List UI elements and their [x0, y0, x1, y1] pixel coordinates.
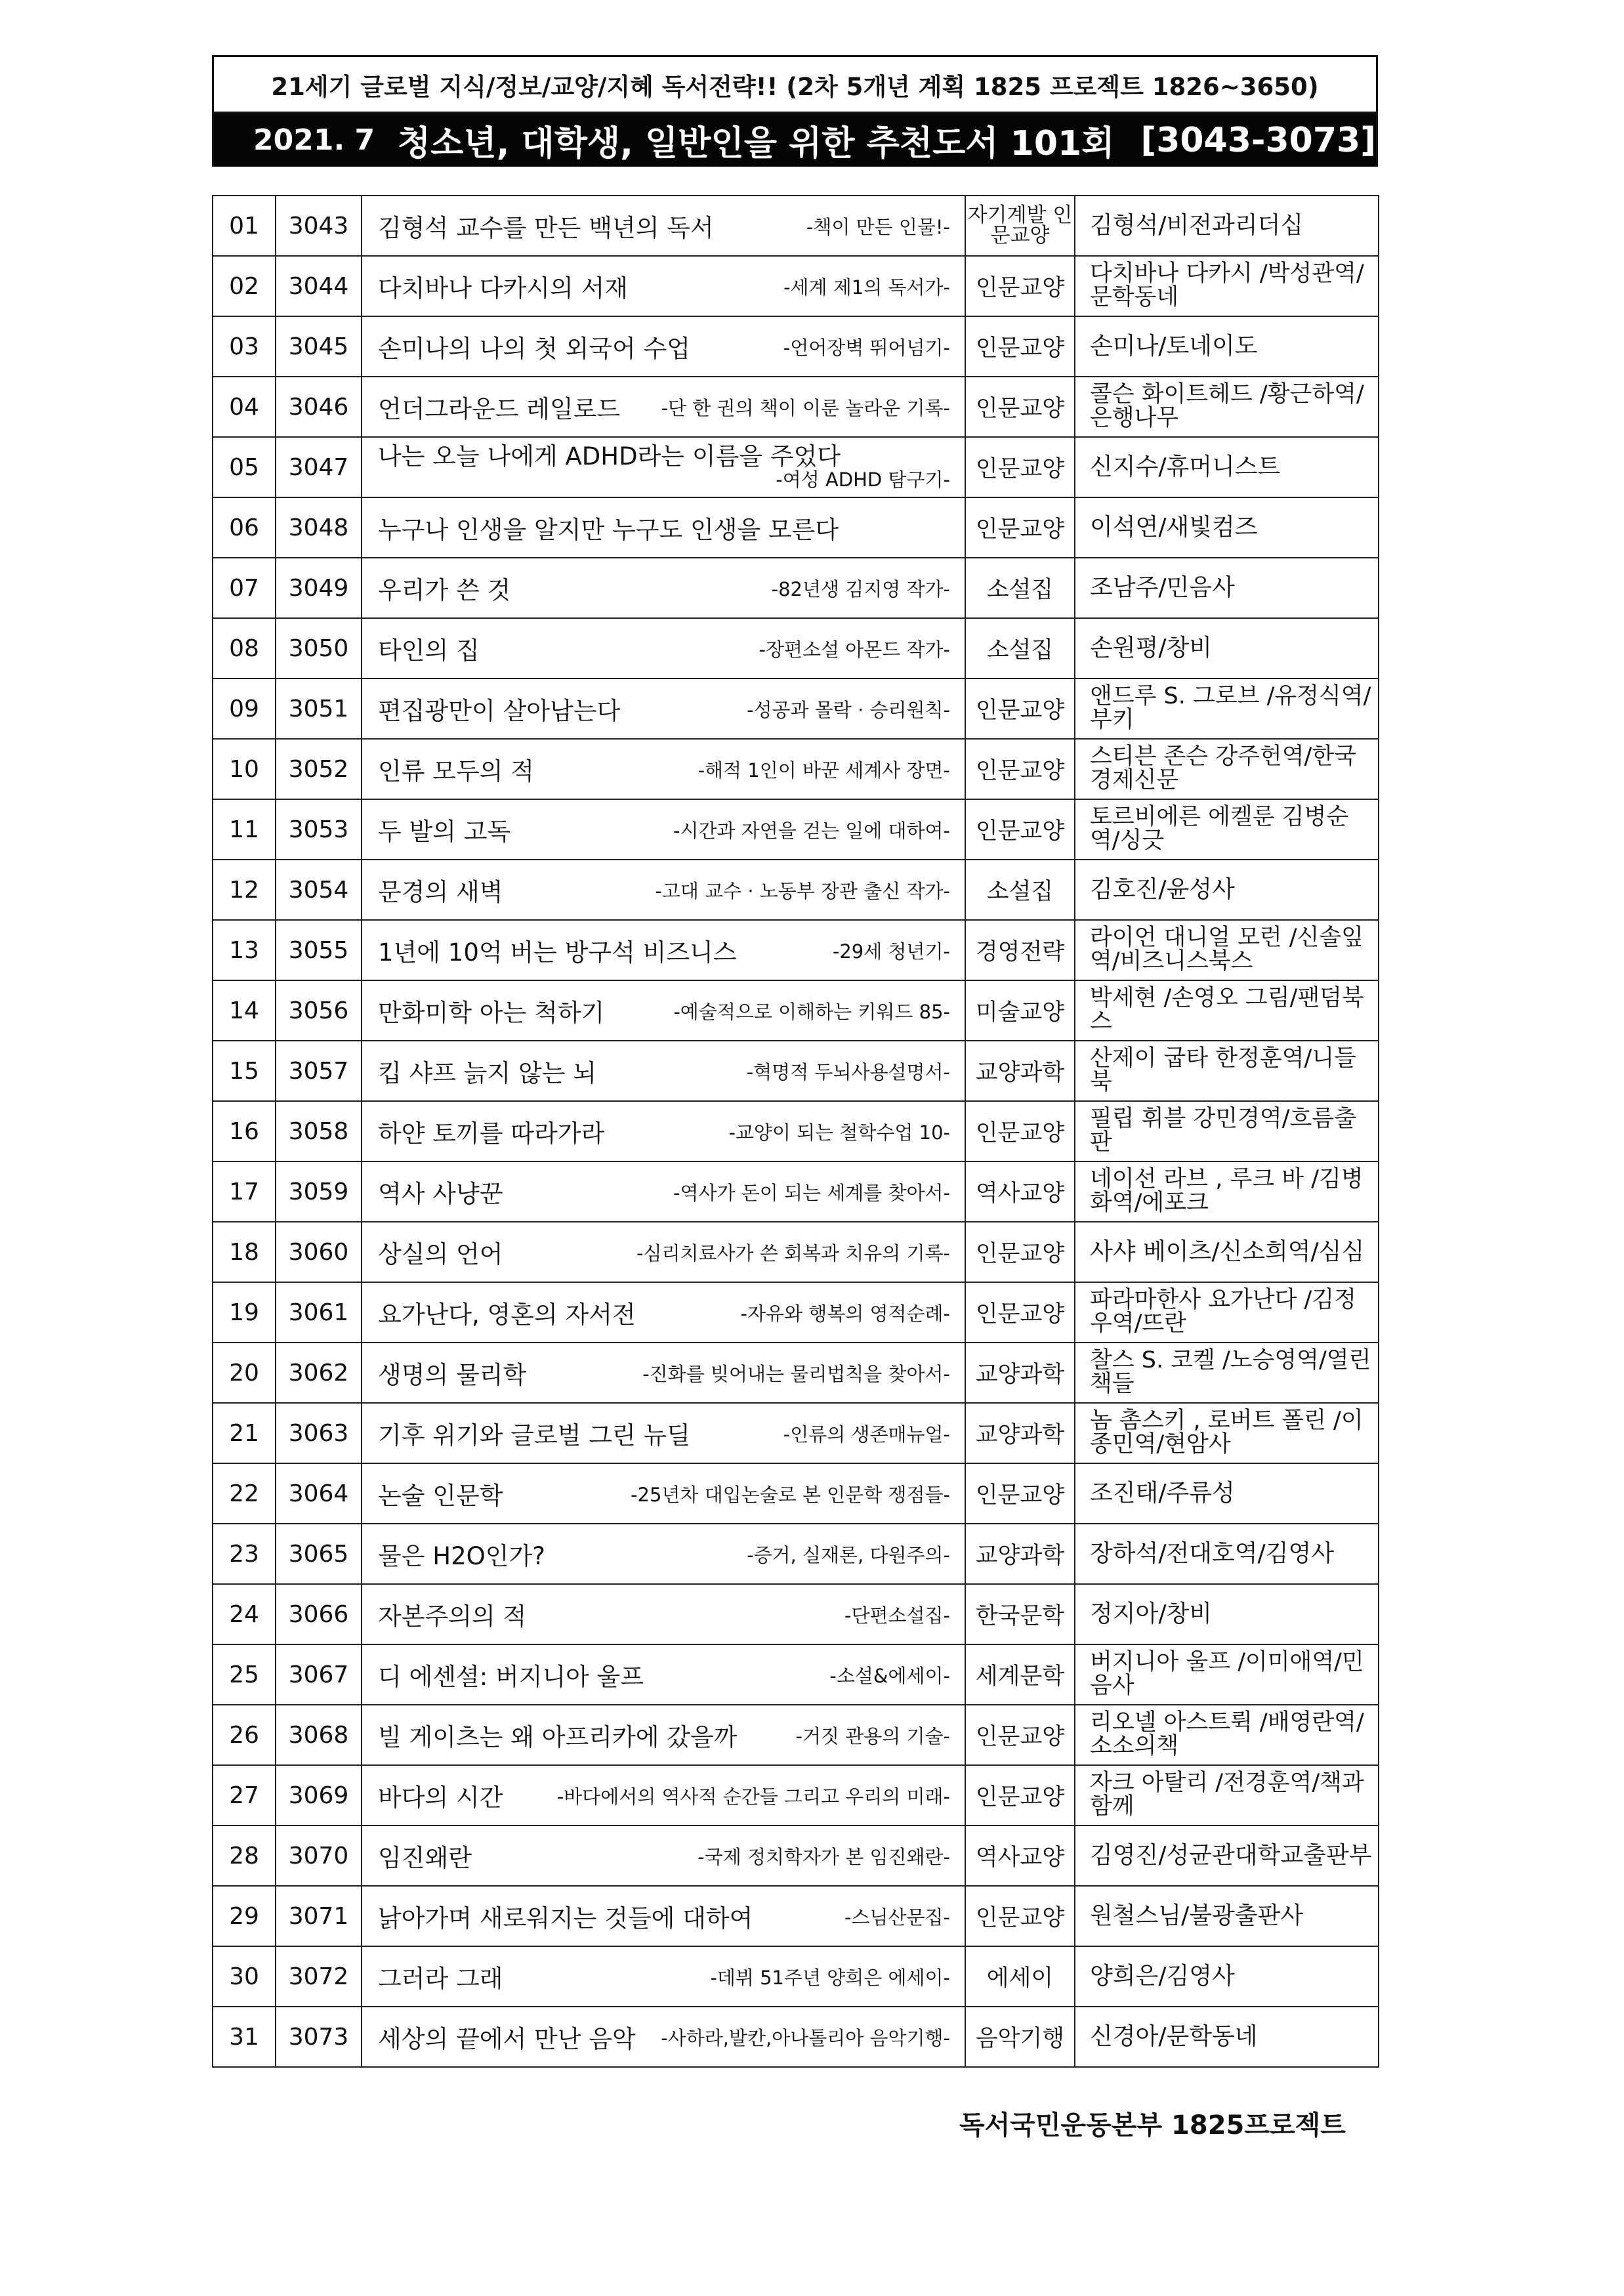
book-category: 소설집 — [965, 860, 1075, 920]
title-wrapper — [378, 932, 965, 968]
table-row — [213, 920, 1379, 980]
book-title: 언더그라운드 레일로드 — [378, 395, 621, 423]
book-title: 손미나의 나의 첫 외국어 수업 — [378, 335, 690, 363]
title-wrapper — [378, 1114, 965, 1149]
book-category: 인문교양 — [965, 678, 1075, 739]
row-number: 13 — [213, 920, 276, 980]
book-author-publisher: 손원평/창비 — [1075, 618, 1379, 678]
title-cell — [362, 1101, 965, 1161]
book-subtitle: -책이 만든 인물!- — [806, 215, 950, 238]
book-author-publisher: 손미나/토네이도 — [1075, 316, 1379, 377]
book-category: 인문교양 — [965, 497, 1075, 558]
title-wrapper — [378, 1597, 965, 1632]
book-category: 인문교양 — [965, 1222, 1075, 1282]
issue-date: 2021. 7 — [253, 123, 375, 157]
title-cell — [362, 1161, 965, 1222]
title-cell — [362, 1886, 965, 1946]
book-subtitle: -여성 ADHD 탐구기- — [776, 469, 950, 491]
title-wrapper — [378, 1295, 965, 1330]
table-row — [213, 1705, 1379, 1765]
book-subtitle: -국제 정치학자가 본 임진왜란- — [697, 1845, 950, 1868]
title-cell — [362, 1524, 965, 1584]
book-number: 3055 — [276, 920, 362, 980]
row-number: 08 — [213, 618, 276, 678]
book-number: 3062 — [276, 1343, 362, 1403]
title-wrapper — [378, 329, 965, 364]
book-subtitle: -82년생 김지영 작가- — [771, 577, 950, 600]
book-author-publisher: 버지니아 울프 /이미애역/민음사 — [1075, 1644, 1379, 1705]
title-wrapper — [378, 389, 965, 425]
book-title: 김형석 교수를 만든 백년의 독서 — [378, 214, 714, 242]
title-cell — [362, 1765, 965, 1826]
row-number: 11 — [213, 799, 276, 860]
book-title: 생명의 물리학 — [378, 1361, 527, 1389]
book-number: 3067 — [276, 1644, 362, 1705]
row-number: 02 — [213, 256, 276, 316]
book-author-publisher: 앤드루 S. 그로브 /유정식역/부키 — [1075, 678, 1379, 739]
book-number: 3059 — [276, 1161, 362, 1222]
title-cell — [362, 1946, 965, 2007]
table-row — [213, 256, 1379, 316]
book-number: 3071 — [276, 1886, 362, 1946]
book-category: 인문교양 — [965, 1463, 1075, 1524]
book-subtitle: -증거, 실재론, 다원주의- — [747, 1543, 950, 1566]
header-title-bar — [214, 114, 1376, 167]
book-category: 음악기행 — [965, 2007, 1075, 2067]
book-number: 3057 — [276, 1041, 362, 1101]
book-category: 교양과학 — [965, 1041, 1075, 1101]
title-wrapper — [378, 1898, 965, 1934]
title-cell — [362, 678, 965, 739]
book-category: 인문교양 — [965, 799, 1075, 860]
table-row — [213, 196, 1379, 256]
book-category: 인문교양 — [965, 1886, 1075, 1946]
book-subtitle: -심리치료사가 쓴 회복과 치유의 기록- — [636, 1242, 950, 1264]
book-subtitle: -언어장벽 뛰어넘기- — [783, 336, 950, 359]
book-author-publisher: 조진태/주류성 — [1075, 1463, 1379, 1524]
book-number: 3050 — [276, 618, 362, 678]
book-number: 3069 — [276, 1765, 362, 1826]
book-number: 3043 — [276, 196, 362, 256]
title-wrapper — [378, 1536, 965, 1572]
book-category: 인문교양 — [965, 316, 1075, 377]
title-wrapper — [378, 1355, 965, 1390]
row-number: 31 — [213, 2007, 276, 2067]
title-cell — [362, 1644, 965, 1705]
book-title: 킵 샤프 늙지 않는 뇌 — [378, 1059, 596, 1087]
book-category: 인문교양 — [965, 1705, 1075, 1765]
table-row — [213, 316, 1379, 377]
book-category: 역사교양 — [965, 1161, 1075, 1222]
book-category: 소설집 — [965, 558, 1075, 618]
book-category: 인문교양 — [965, 256, 1075, 316]
row-number: 09 — [213, 678, 276, 739]
book-category: 역사교양 — [965, 1826, 1075, 1886]
table-row — [213, 1222, 1379, 1282]
row-number: 04 — [213, 377, 276, 437]
book-author-publisher: 이석연/새빛컴즈 — [1075, 497, 1379, 558]
table-row — [213, 1584, 1379, 1644]
book-category: 소설집 — [965, 618, 1075, 678]
book-title: 만화미학 아는 척하기 — [378, 999, 605, 1027]
book-number: 3065 — [276, 1524, 362, 1584]
book-number-range: [3043-3073] — [1140, 120, 1376, 160]
title-wrapper — [378, 993, 965, 1028]
book-author-publisher: 리오넬 아스트뤽 /배영란역/소소의책 — [1075, 1705, 1379, 1765]
book-author-publisher: 놈 촘스키 , 로버트 폴린 /이종민역/현암사 — [1075, 1403, 1379, 1463]
book-number: 3044 — [276, 256, 362, 316]
title-cell — [362, 1584, 965, 1644]
book-number: 3045 — [276, 316, 362, 377]
title-cell — [362, 558, 965, 618]
book-title: 1년에 10억 버는 방구석 비즈니스 — [378, 938, 737, 967]
row-number: 07 — [213, 558, 276, 618]
book-title: 기후 위기와 글로벌 그린 뉴딜 — [378, 1421, 690, 1450]
book-author-publisher: 필립 휘블 강민경역/흐름출판 — [1075, 1101, 1379, 1161]
book-author-publisher: 콜슨 화이트헤드 /황근하역/은행나무 — [1075, 377, 1379, 437]
book-subtitle: -시간과 자연을 걷는 일에 대하여- — [673, 819, 950, 842]
book-subtitle: -교양이 되는 철학수업 10- — [728, 1121, 950, 1144]
book-number: 3058 — [276, 1101, 362, 1161]
table-row — [213, 1886, 1379, 1946]
book-category: 경영전략 — [965, 920, 1075, 980]
book-number: 3070 — [276, 1826, 362, 1886]
table-row — [213, 1041, 1379, 1101]
book-subtitle: -자유와 행복의 영적순례- — [740, 1302, 950, 1325]
book-number: 3061 — [276, 1282, 362, 1343]
book-category: 인문교양 — [965, 1765, 1075, 1826]
book-subtitle: -예술적으로 이해하는 키워드 85- — [673, 1000, 950, 1023]
book-title: 상실의 언어 — [378, 1240, 503, 1268]
book-author-publisher: 양희은/김영사 — [1075, 1946, 1379, 2007]
row-number: 05 — [213, 437, 276, 497]
book-list-table — [212, 195, 1379, 2068]
book-author-publisher: 정지아/창비 — [1075, 1584, 1379, 1644]
table-row — [213, 739, 1379, 799]
title-wrapper — [378, 208, 965, 243]
row-number: 19 — [213, 1282, 276, 1343]
book-subtitle: -거짓 관용의 기술- — [795, 1724, 950, 1747]
book-subtitle: -해적 1인이 바꾼 세계사 장면- — [697, 759, 950, 782]
book-title: 바다의 시간 — [378, 1784, 503, 1812]
book-author-publisher: 찰스 S. 코켈 /노승영역/열린책들 — [1075, 1343, 1379, 1403]
title-wrapper — [378, 812, 965, 847]
table-row — [213, 678, 1379, 739]
book-author-publisher: 신경아/문학동네 — [1075, 2007, 1379, 2067]
table-row — [213, 799, 1379, 860]
book-subtitle: -단 한 권의 책이 이룬 놀라운 기록- — [661, 396, 950, 419]
book-number: 3046 — [276, 377, 362, 437]
table-row — [213, 1282, 1379, 1343]
title-cell — [362, 739, 965, 799]
title-wrapper — [378, 1959, 965, 1994]
book-author-publisher: 다치바나 다카시 /박성관역/문학동네 — [1075, 256, 1379, 316]
row-number: 23 — [213, 1524, 276, 1584]
book-title: 임진왜란 — [378, 1844, 472, 1872]
title-wrapper — [378, 444, 965, 490]
book-number: 3068 — [276, 1705, 362, 1765]
row-number: 29 — [213, 1886, 276, 1946]
book-category: 인문교양 — [965, 377, 1075, 437]
book-title: 역사 사냥꾼 — [378, 1180, 503, 1208]
row-number: 12 — [213, 860, 276, 920]
table-row — [213, 860, 1379, 920]
book-number: 3053 — [276, 799, 362, 860]
book-author-publisher: 김형석/비전과리더십 — [1075, 196, 1379, 256]
book-title: 디 에센셜: 버지니아 울프 — [378, 1663, 644, 1691]
book-category: 교양과학 — [965, 1343, 1075, 1403]
book-title: 인류 모두의 적 — [378, 757, 534, 785]
page-title: 청소년, 대학생, 일반인을 위한 추천도서 101회 — [397, 124, 1115, 163]
title-cell — [362, 437, 965, 497]
book-title: 누구나 인생을 알지만 누구도 인생을 모른다 — [378, 516, 839, 544]
book-author-publisher: 산제이 굽타 한정훈역/니들북 — [1075, 1041, 1379, 1101]
book-subtitle: -소설&에세이- — [829, 1664, 950, 1687]
book-title: 물은 H2O인가? — [378, 1542, 545, 1570]
book-list-body — [213, 196, 1379, 2067]
book-title: 그러라 그래 — [378, 1965, 503, 1993]
title-wrapper — [378, 691, 965, 726]
row-number: 26 — [213, 1705, 276, 1765]
book-author-publisher: 자크 아탈리 /전경훈역/책과함께 — [1075, 1765, 1379, 1826]
book-author-publisher: 김영진/성균관대학교출판부 — [1075, 1826, 1379, 1886]
book-category: 자기계발 인문교양 — [965, 196, 1075, 256]
book-category: 교양과학 — [965, 1403, 1075, 1463]
book-title: 다치바나 다카시의 서재 — [378, 274, 628, 303]
book-category: 에세이 — [965, 1946, 1075, 2007]
book-author-publisher: 김호진/윤성사 — [1075, 860, 1379, 920]
table-row — [213, 1644, 1379, 1705]
title-wrapper — [378, 631, 965, 666]
table-row — [213, 980, 1379, 1041]
book-title: 편집광만이 살아남는다 — [378, 697, 621, 725]
table-row — [213, 1343, 1379, 1403]
title-wrapper — [378, 872, 965, 908]
row-number: 28 — [213, 1826, 276, 1886]
title-cell — [362, 497, 965, 558]
table-row — [213, 1161, 1379, 1222]
book-number: 3072 — [276, 1946, 362, 2007]
table-row — [213, 1946, 1379, 2007]
title-cell — [362, 1403, 965, 1463]
book-subtitle: -사하라,발칸,아나톨리아 음악기행- — [661, 2026, 950, 2049]
book-subtitle: -역사가 돈이 되는 세계를 찾아서- — [673, 1181, 950, 1204]
book-title: 나는 오늘 나에게 ADHD라는 이름을 주었다 — [378, 442, 841, 471]
table-row — [213, 2007, 1379, 2067]
header-box — [212, 55, 1378, 167]
book-title: 우리가 쓴 것 — [378, 576, 511, 604]
row-number: 25 — [213, 1644, 276, 1705]
table-row — [213, 377, 1379, 437]
title-wrapper — [378, 268, 965, 304]
book-author-publisher: 스티븐 존슨 강주헌역/한국경제신문 — [1075, 739, 1379, 799]
book-author-publisher: 신지수/휴머니스트 — [1075, 437, 1379, 497]
book-number: 3064 — [276, 1463, 362, 1524]
title-wrapper — [378, 570, 965, 606]
row-number: 10 — [213, 739, 276, 799]
book-category: 인문교양 — [965, 437, 1075, 497]
book-category: 인문교양 — [965, 739, 1075, 799]
title-wrapper — [378, 1838, 965, 1873]
table-row — [213, 497, 1379, 558]
title-cell — [362, 1343, 965, 1403]
book-title: 빌 게이츠는 왜 아프리카에 갔을까 — [378, 1723, 738, 1751]
book-category: 교양과학 — [965, 1524, 1075, 1584]
header-top-line: 21세기 글로벌 지식/정보/교양/지혜 독서전략!! (2차 5개년 계획 1825 프로젝트 1826~3650) — [214, 57, 1376, 114]
title-cell — [362, 377, 965, 437]
title-cell — [362, 256, 965, 316]
book-title: 자본주의의 적 — [378, 1602, 527, 1631]
title-wrapper — [378, 751, 965, 787]
book-title: 문경의 새벽 — [378, 878, 503, 906]
table-row — [213, 1765, 1379, 1826]
book-number: 3049 — [276, 558, 362, 618]
table-row — [213, 1524, 1379, 1584]
table-row — [213, 1403, 1379, 1463]
book-number: 3066 — [276, 1584, 362, 1644]
book-author-publisher: 토르비에른 에켈룬 김병순역/싱긋 — [1075, 799, 1379, 860]
title-wrapper — [378, 1657, 965, 1692]
book-category: 한국문학 — [965, 1584, 1075, 1644]
book-title: 논술 인문학 — [378, 1482, 503, 1510]
book-number: 3063 — [276, 1403, 362, 1463]
title-cell — [362, 1826, 965, 1886]
row-number: 03 — [213, 316, 276, 377]
book-subtitle: -고대 교수 · 노동부 장관 출신 작가- — [655, 879, 950, 902]
book-number: 3054 — [276, 860, 362, 920]
table-row — [213, 618, 1379, 678]
book-subtitle: -장편소설 아몬드 작가- — [759, 638, 950, 661]
title-wrapper — [378, 1234, 965, 1270]
book-number: 3052 — [276, 739, 362, 799]
book-author-publisher: 원철스님/불광출판사 — [1075, 1886, 1379, 1946]
table-row — [213, 558, 1379, 618]
title-wrapper — [378, 510, 965, 545]
book-title: 하얀 토끼를 따라가라 — [378, 1119, 605, 1148]
title-cell — [362, 860, 965, 920]
title-cell — [362, 1463, 965, 1524]
book-category: 인문교양 — [965, 1282, 1075, 1343]
book-title: 세상의 끝에서 만난 음악 — [378, 2025, 636, 2053]
book-subtitle: -바다에서의 역사적 순간들 그리고 우리의 미래- — [556, 1785, 950, 1808]
book-subtitle: -스님산문집- — [844, 1906, 950, 1929]
book-title: 타인의 집 — [378, 637, 480, 665]
book-category: 인문교양 — [965, 1101, 1075, 1161]
title-wrapper — [378, 1778, 965, 1813]
title-cell — [362, 799, 965, 860]
row-number: 15 — [213, 1041, 276, 1101]
book-author-publisher: 박세현 /손영오 그림/팬덤북스 — [1075, 980, 1379, 1041]
book-author-publisher: 파라마한사 요가난다 /김정우역/뜨란 — [1075, 1282, 1379, 1343]
book-subtitle: -29세 청년기- — [832, 940, 950, 963]
title-cell — [362, 2007, 965, 2067]
book-subtitle: -데뷔 51주년 양희은 에세이- — [710, 1966, 950, 1989]
title-cell — [362, 196, 965, 256]
title-wrapper — [378, 1415, 965, 1451]
title-wrapper — [378, 1717, 965, 1753]
book-author-publisher: 사샤 베이츠/신소희역/심심 — [1075, 1222, 1379, 1282]
title-cell — [362, 920, 965, 980]
row-number: 01 — [213, 196, 276, 256]
book-title: 두 발의 고독 — [378, 818, 511, 846]
title-wrapper — [378, 1174, 965, 1209]
title-cell — [362, 980, 965, 1041]
title-cell — [362, 1282, 965, 1343]
book-number: 3047 — [276, 437, 362, 497]
title-wrapper — [378, 1053, 965, 1089]
book-subtitle: -25년차 대입논술로 본 인문학 쟁점들- — [631, 1483, 950, 1506]
book-author-publisher: 장하석/전대호역/김영사 — [1075, 1524, 1379, 1584]
row-number: 30 — [213, 1946, 276, 2007]
row-number: 16 — [213, 1101, 276, 1161]
table-row — [213, 1463, 1379, 1524]
row-number: 14 — [213, 980, 276, 1041]
footer-publisher: 독서국민운동본부 1825프로젝트 — [959, 2110, 1346, 2140]
row-number: 27 — [213, 1765, 276, 1826]
title-wrapper — [378, 2019, 965, 2055]
book-subtitle: -진화를 빚어내는 물리법칙을 찾아서- — [642, 1362, 950, 1385]
row-number: 06 — [213, 497, 276, 558]
title-cell — [362, 1222, 965, 1282]
row-number: 24 — [213, 1584, 276, 1644]
book-title: 요가난다, 영혼의 자서전 — [378, 1301, 636, 1329]
book-author-publisher: 네이선 라브 , 루크 바 /김병화역/에포크 — [1075, 1161, 1379, 1222]
row-number: 17 — [213, 1161, 276, 1222]
title-cell — [362, 316, 965, 377]
book-category: 미술교양 — [965, 980, 1075, 1041]
book-subtitle: -단편소설집- — [844, 1604, 950, 1627]
book-number: 3073 — [276, 2007, 362, 2067]
row-number: 18 — [213, 1222, 276, 1282]
book-number: 3051 — [276, 678, 362, 739]
book-number: 3060 — [276, 1222, 362, 1282]
book-number: 3056 — [276, 980, 362, 1041]
title-cell — [362, 1041, 965, 1101]
book-subtitle: -성공과 몰락 · 승리원칙- — [747, 698, 950, 721]
book-subtitle: -인류의 생존매뉴얼- — [783, 1423, 950, 1446]
title-cell — [362, 1705, 965, 1765]
book-number: 3048 — [276, 497, 362, 558]
row-number: 22 — [213, 1463, 276, 1524]
book-author-publisher: 라이언 대니얼 모런 /신솔잎역/비즈니스북스 — [1075, 920, 1379, 980]
book-title: 낡아가며 새로워지는 것들에 대하여 — [378, 1904, 753, 1932]
book-subtitle: -혁명적 두뇌사용설명서- — [746, 1060, 950, 1083]
book-author-publisher: 조남주/민음사 — [1075, 558, 1379, 618]
title-cell — [362, 618, 965, 678]
book-category: 세계문학 — [965, 1644, 1075, 1705]
table-row — [213, 1826, 1379, 1886]
row-number: 21 — [213, 1403, 276, 1463]
book-subtitle: -세계 제1의 독서가- — [783, 276, 950, 299]
table-row — [213, 1101, 1379, 1161]
table-row — [213, 437, 1379, 497]
row-number: 20 — [213, 1343, 276, 1403]
title-wrapper — [378, 1476, 965, 1511]
